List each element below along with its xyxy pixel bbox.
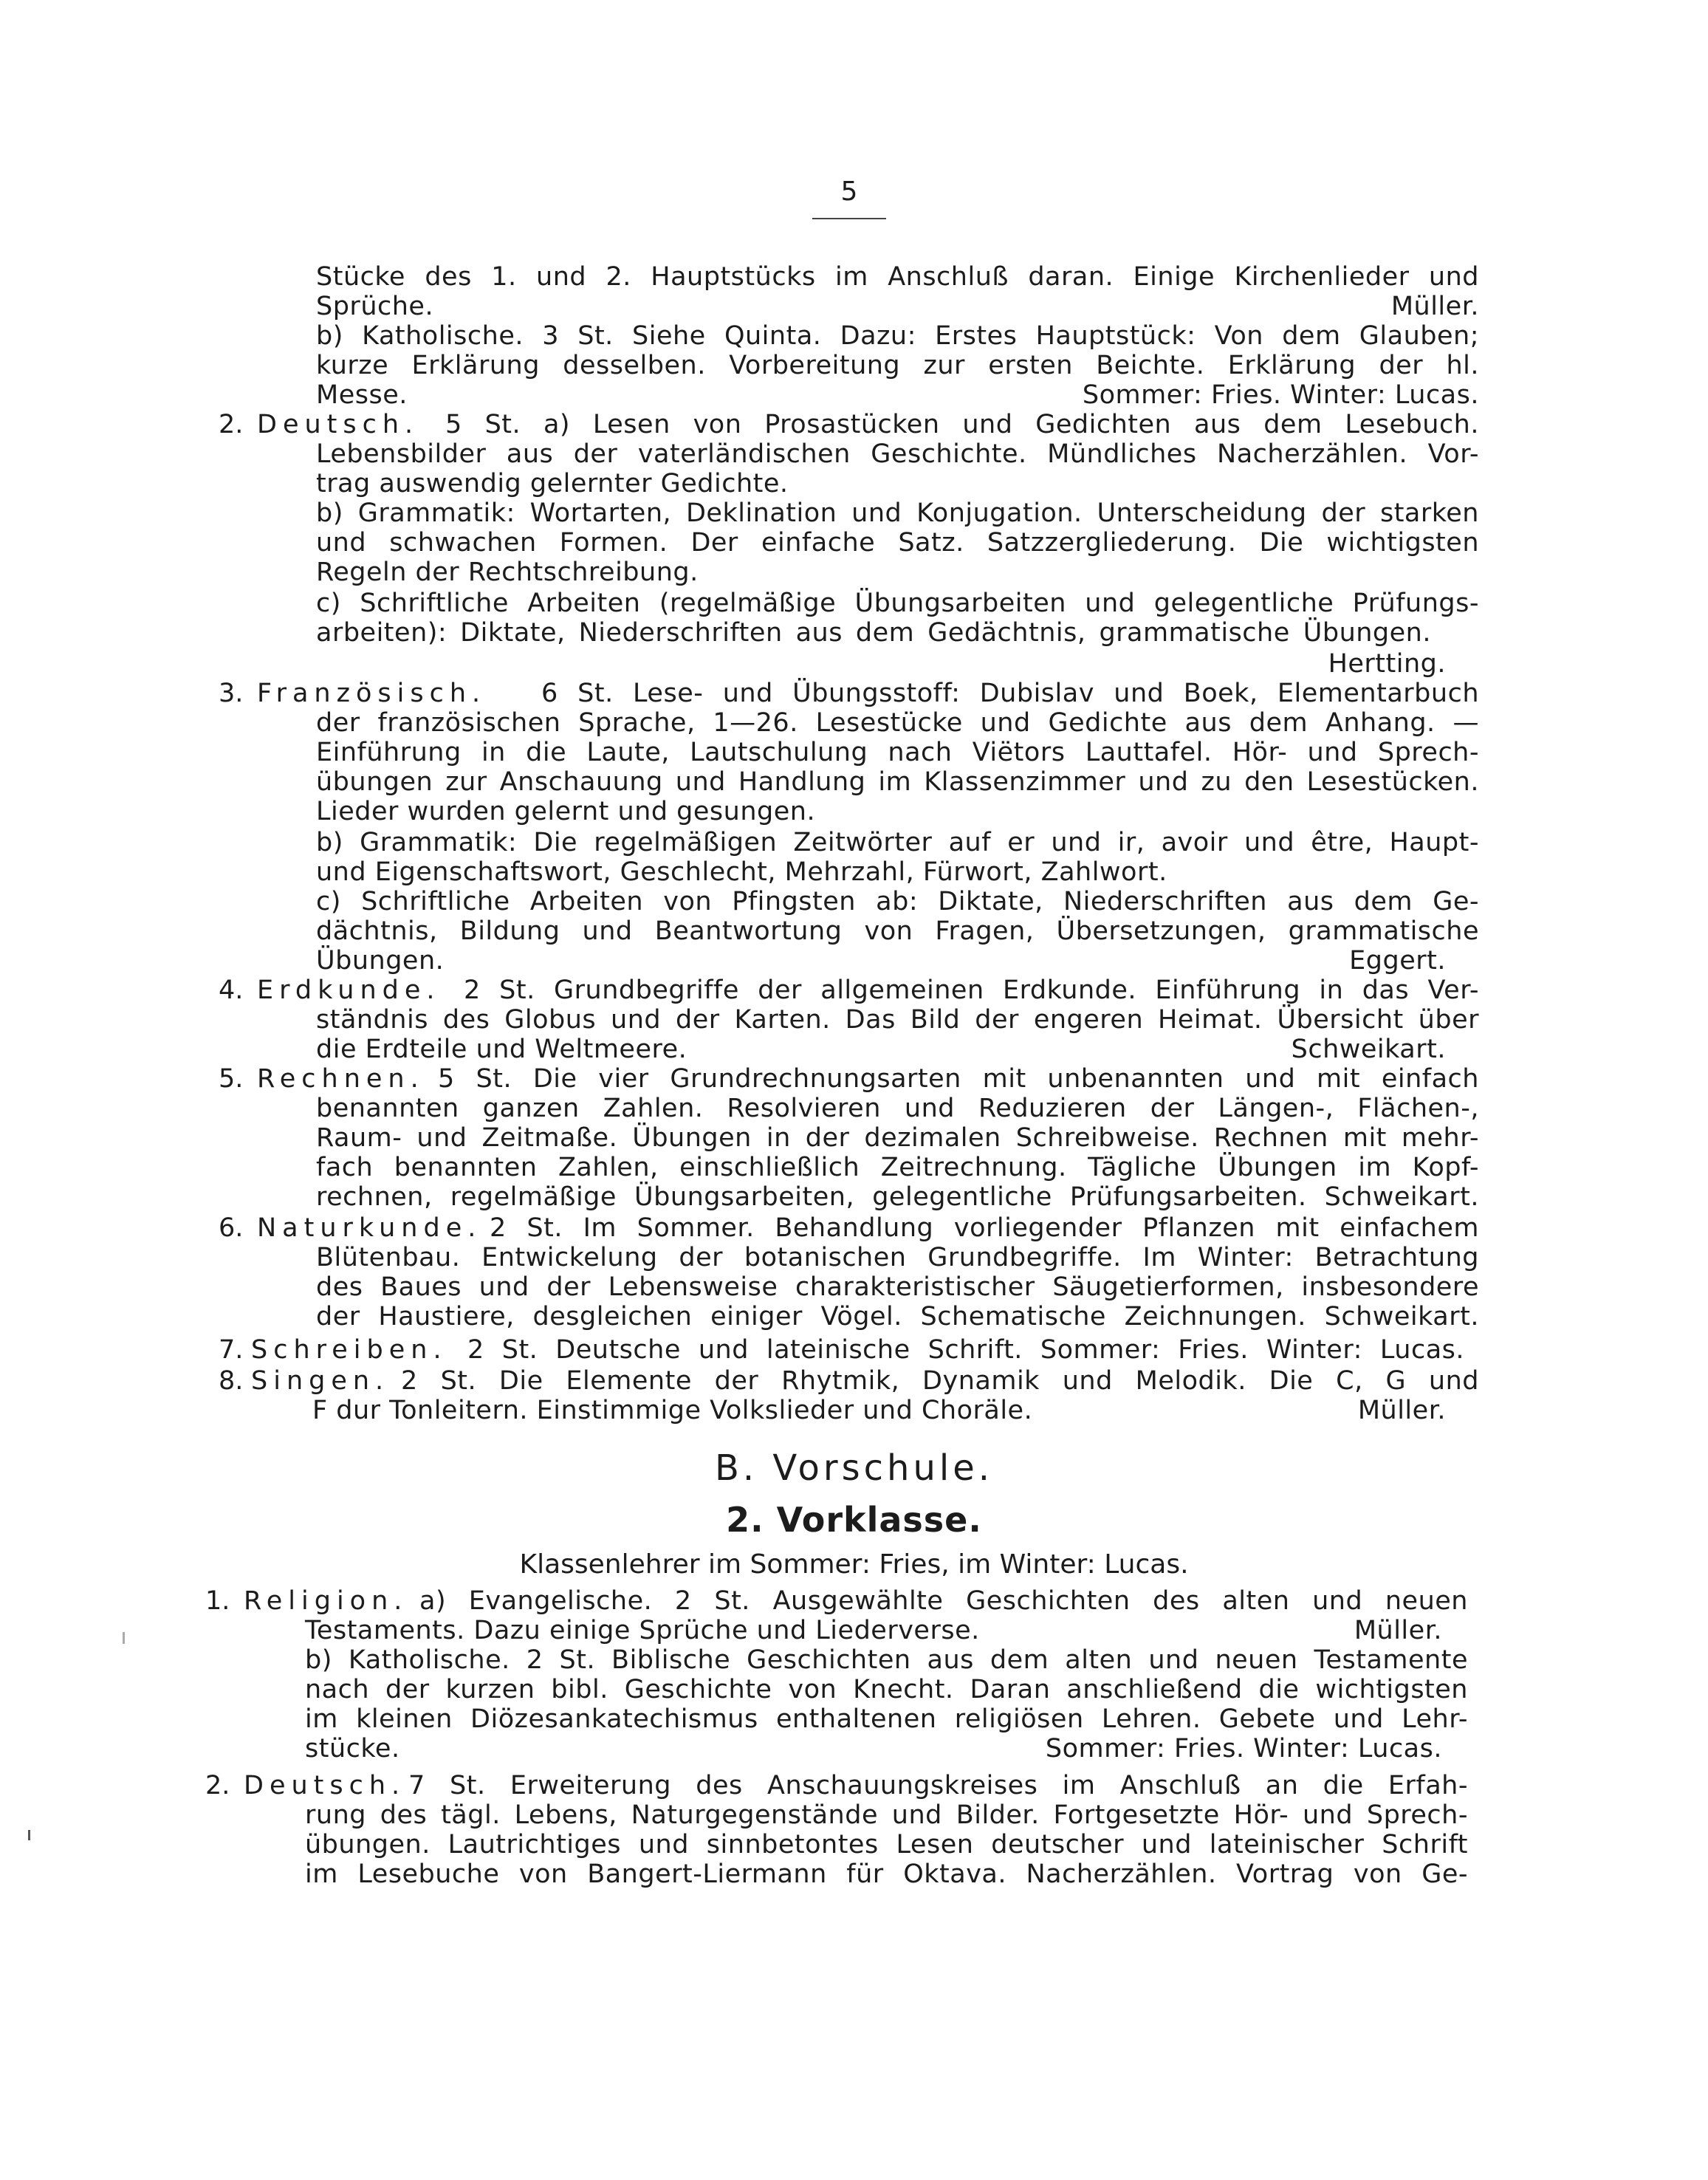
franzoesisch-text-line: Übungen. [316, 946, 445, 976]
religion-text-line: Stücke des 1. und 2. Hauptstücks im Anschluß daran. Einige Kirchenlieder und [316, 262, 1479, 292]
item-number: 5. [219, 1064, 244, 1094]
deutsch-text-line: und schwachen Formen. Der einfache Satz. Satzzergliederung. Die wichtigsten [316, 528, 1479, 558]
rechnen-text-line: benannten ganzen Zahlen. Resolvieren und Reduzieren der Längen-, Flächen-, [316, 1094, 1479, 1123]
subject-title: Singen. [251, 1366, 390, 1396]
item-number: 6. [219, 1213, 244, 1243]
rechnen-text-line: 5 St. Die vier Grundrechnungsarten mit unbenannten und mit einfach [438, 1064, 1479, 1094]
religion-text-line: Sprüche. [316, 292, 434, 321]
subject-title: Erdkunde. [257, 976, 441, 1005]
franzoesisch-text-line: Einführung in die Laute, Lautschulung nach Viëtors Lauttafel. Hör- und Sprech- [316, 738, 1479, 767]
franzoesisch-text-line: der französischen Sprache, 1—26. Lesestücke und Gedichte aus dem Anhang. — [316, 708, 1479, 738]
subject-title: Naturkunde. [257, 1213, 482, 1243]
page-number-rule [812, 218, 886, 219]
teacher-name: Müller. [1354, 1616, 1442, 1645]
subject-title: Schreiben. [251, 1335, 447, 1365]
subject-title: Rechnen. [257, 1064, 425, 1094]
religion-b-text-line: b) Katholische. 2 St. Biblische Geschichten aus dem alten und neuen Testamente [305, 1645, 1468, 1675]
teacher-name: Müller. [1357, 1396, 1446, 1425]
deutsch-b-text-line: 7 St. Erweiterung des Anschauungskreises im Anschluß an die Erfah- [408, 1771, 1468, 1800]
teacher-name: Schweikart. [1291, 1035, 1446, 1064]
scan-mark [123, 1632, 125, 1644]
teacher-name: Müller. [1390, 292, 1479, 321]
item-number: 3. [219, 679, 244, 708]
item-number: 7. [219, 1335, 244, 1365]
franzoesisch-text-line: übungen zur Anschauung und Handlung im Klassenzimmer und zu den Lesestücken. [316, 767, 1479, 797]
naturkunde-text-line: des Baues und der Lebensweise charakteristischer Säugetierformen, insbesondere [316, 1272, 1479, 1302]
deutsch-text-line: Regeln der Rechtschreibung. [316, 558, 699, 587]
subject-title: Französisch. [257, 679, 487, 708]
religion-b-text-line: Testaments. Dazu einige Sprüche und Liederverse. [305, 1616, 980, 1645]
subject-title: Deutsch. [244, 1771, 406, 1800]
deutsch-text-line: c) Schriftliche Arbeiten (regelmäßige Übungsarbeiten und gelegentliche Prüfungs- [316, 589, 1479, 618]
religion-b-text-line: a) Evangelische. 2 St. Ausgewählte Geschichten des alten und neuen [419, 1586, 1468, 1616]
deutsch-text-line: arbeiten): Diktate, Niederschriften aus dem Gedächtnis, grammatische Übungen. [316, 618, 1431, 648]
deutsch-text-line: Lebensbilder aus der vaterländischen Geschichte. Mündliches Nacherzählen. Vor- [316, 439, 1479, 469]
page-number: 5 [840, 176, 858, 207]
naturkunde-text-line: der Haustiere, desgleichen einiger Vögel. Schematische Zeichnungen. Schweikart. [316, 1302, 1479, 1331]
franzoesisch-text-line: 6 St. Lese- und Übungsstoff: Dubislav und Boek, Elementarbuch [541, 679, 1479, 708]
rechnen-text-line: rechnen, regelmäßige Übungsarbeiten, gelegentliche Prüfungsarbeiten. Schweikart. [316, 1182, 1479, 1212]
erdkunde-text-line: 2 St. Grundbegriffe der allgemeinen Erdkunde. Einführung in das Ver- [464, 976, 1479, 1005]
scan-mark [28, 1830, 30, 1840]
teacher-name: Sommer: Fries. Winter: Lucas. [1045, 1734, 1442, 1763]
item-number: 4. [219, 976, 244, 1005]
class-heading: 2. Vorklasse. [726, 1500, 982, 1540]
deutsch-text-line: 5 St. a) Lesen von Prosastücken und Gedichten aus dem Lesebuch. [445, 410, 1479, 439]
class-teacher-line: Klassenlehrer im Sommer: Fries, im Winter: Lucas. [519, 1549, 1189, 1580]
item-number: 2. [205, 1771, 230, 1800]
item-number: 1. [205, 1586, 230, 1616]
item-number: 8. [219, 1366, 244, 1396]
schreiben-text-line: 2 St. Deutsche und lateinische Schrift. Sommer: Fries. Winter: Lucas. [467, 1335, 1464, 1365]
religion-b-text-line: nach der kurzen bibl. Geschichte von Knecht. Daran anschließend die wichtigsten [305, 1675, 1468, 1704]
erdkunde-text-line: ständnis des Globus und der Karten. Das Bild der engeren Heimat. Übersicht über [316, 1005, 1479, 1035]
franzoesisch-text-line: b) Grammatik: Die regelmäßigen Zeitwörter auf er und ir, avoir und être, Haupt- [316, 828, 1479, 857]
deutsch-text-line: b) Grammatik: Wortarten, Deklination und Konjugation. Unterscheidung der starken [316, 498, 1479, 528]
section-heading: B. Vorschule. [714, 1447, 994, 1489]
rechnen-text-line: fach benannten Zahlen, einschließlich Zeitrechnung. Tägliche Übungen im Kopf- [316, 1153, 1479, 1182]
religion-text-line: Messe. [316, 380, 408, 410]
franzoesisch-text-line: und Eigenschaftswort, Geschlecht, Mehrzahl, Fürwort, Zahlwort. [316, 857, 1167, 887]
deutsch-b-text-line: im Lesebuche von Bangert-Liermann für Oktava. Nacherzählen. Vortrag von Ge- [305, 1859, 1468, 1889]
religion-text-line: kurze Erklärung desselben. Vorbereitung zur ersten Beichte. Erklärung der hl. [316, 351, 1479, 380]
teacher-name: Eggert. [1349, 946, 1446, 976]
item-number: 2. [219, 410, 244, 439]
deutsch-b-text-line: rung des tägl. Lebens, Naturgegenstände und Bilder. Fortgesetzte Hör- und Sprech- [305, 1800, 1468, 1830]
singen-text-line: F dur Tonleitern. Einstimmige Volkslieder und Choräle. [312, 1396, 1033, 1425]
religion-text-line: b) Katholische. 3 St. Siehe Quinta. Dazu: Erstes Hauptstück: Von dem Glauben; [316, 321, 1479, 351]
religion-b-text-line: im kleinen Diözesankatechismus enthaltenen religiösen Lehren. Gebete und Lehr- [305, 1704, 1468, 1734]
subject-title: Deutsch. [257, 410, 419, 439]
teacher-name: Hertting. [1328, 649, 1446, 679]
erdkunde-text-line: die Erdteile und Weltmeere. [316, 1035, 687, 1064]
franzoesisch-text-line: Lieder wurden gelernt und gesungen. [316, 797, 816, 826]
teacher-name: Sommer: Fries. Winter: Lucas. [1082, 380, 1479, 410]
franzoesisch-text-line: c) Schriftliche Arbeiten von Pfingsten ab: Diktate, Niederschriften aus dem Ge- [316, 887, 1479, 916]
religion-b-text-line: stücke. [305, 1734, 400, 1763]
subject-title: Religion. [244, 1586, 408, 1616]
naturkunde-text-line: Blütenbau. Entwickelung der botanischen Grundbegriffe. Im Winter: Betrachtung [316, 1243, 1479, 1272]
deutsch-b-text-line: übungen. Lautrichtiges und sinnbetontes Lesen deutscher und lateinischer Schrift [305, 1830, 1468, 1859]
rechnen-text-line: Raum- und Zeitmaße. Übungen in der dezimalen Schreibweise. Rechnen mit mehr- [316, 1123, 1479, 1153]
deutsch-text-line: trag auswendig gelernter Gedichte. [316, 469, 789, 498]
naturkunde-text-line: 2 St. Im Sommer. Behandlung vorliegender Pflanzen mit einfachem [490, 1213, 1479, 1243]
singen-text-line: 2 St. Die Elemente der Rhytmik, Dynamik und Melodik. Die C, G und [401, 1366, 1479, 1396]
franzoesisch-text-line: dächtnis, Bildung und Beantwortung von Fragen, Übersetzungen, grammatische [316, 916, 1479, 946]
